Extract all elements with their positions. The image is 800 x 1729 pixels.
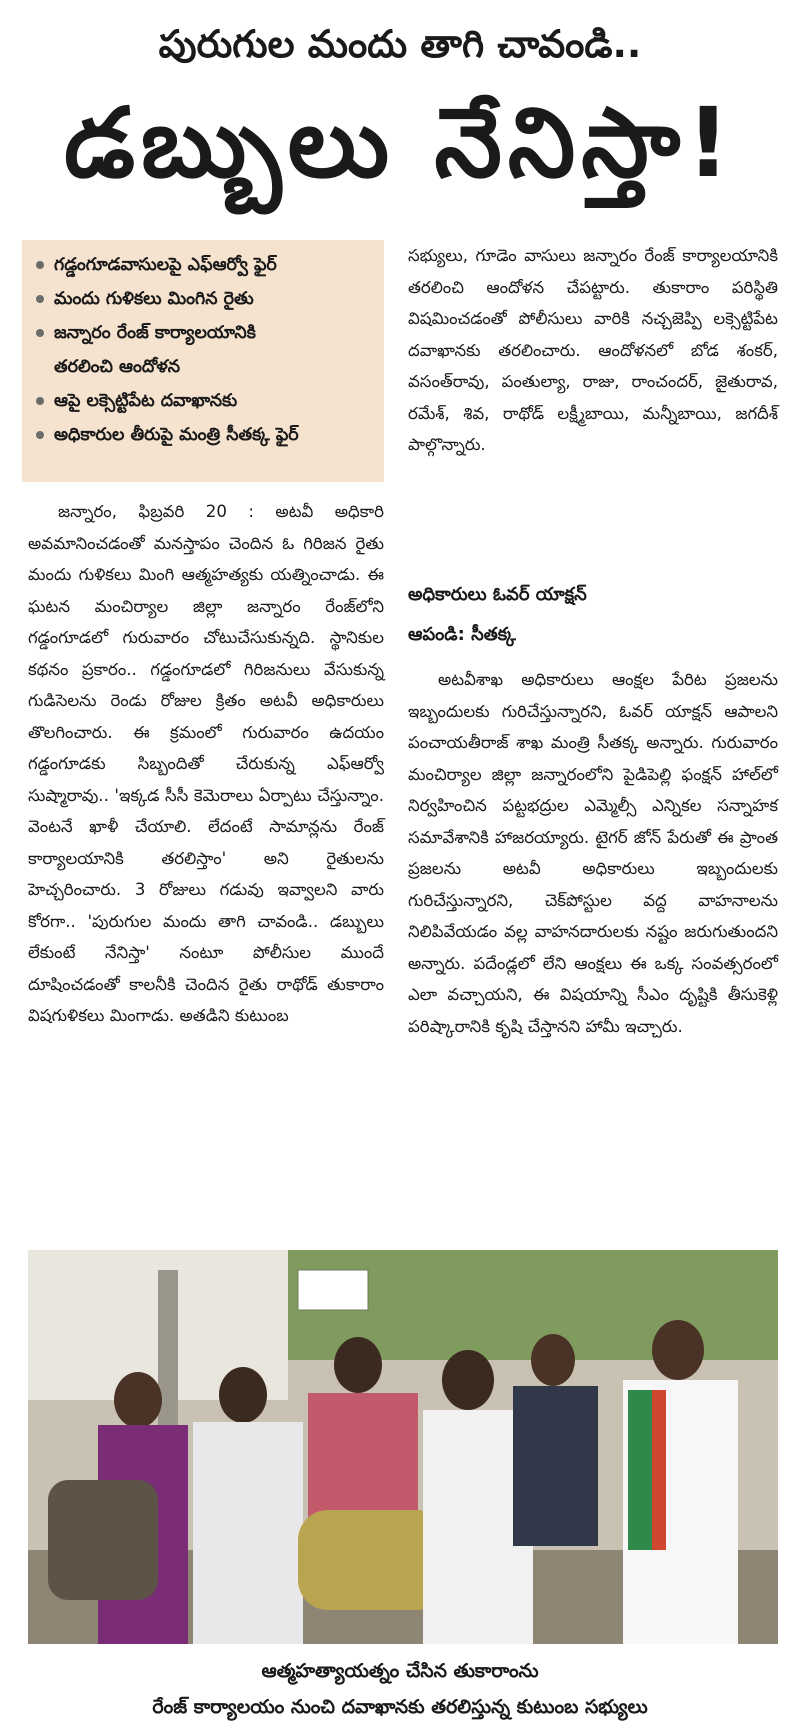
body-column-left: జన్నారం, ఫిబ్రవరి 20 : అటవీ అధికారి అవమానించడంతో మనస్తాపం చెందిన ఓ గిరిజన రైతు మందు గుళికలు మింగి ఆత్మహత్యకు యత్నించాడు. ఈ ఘటన మంచిర్యాల జిల్లా జన్నారం రేంజ్‌లోని గడ్డంగూడలో గురువారం చోటుచేసుకున్నది. స్థానికుల కథనం ప్రకారం.. గడ్డంగూడలో గిరిజనులు వేసుకున్న గుడిసెలను రెండు రోజుల క్రితం అటవీ అధికారులు తొలగించారు. ఈ క్రమంలో గురువారం ఉదయం గడ్డంగూడకు సిబ్బందితో చేరుకున్న ఎఫ్‌ఆర్వో సుష్మారావు.. 'ఇక్కడ సీసీ కెమెరాలు ఏర్పాటు చేస్తున్నాం. వెంటనే ఖాళీ చేయాలి. లేదంటే సామాన్లను రేంజ్ కార్యాలయానికి తరలిస్తాం' అని రైతులను హెచ్చరించారు. 3 రోజులు గడువు ఇవ్వాలని వారు కోరగా.. 'పురుగుల మందు తాగి చావండి.. డబ్బులు లేకుంటే నేనిస్తా' నంటూ పోలీసుల ముందే దూషించడంతో కాలనీకి చెందిన రైతు రాథోడ్ తుకారాం విషగుళికలు మింగాడు. అతడిని కుటుంబ [28,502,384,1025]
highlight-text: అధికారుల తీరుపై మంత్రి సీతక్క ఫైర్ [54,425,299,445]
highlight-item [32,384,374,418]
body-column-right-bottom: అటవీశాఖ అధికారులు ఆంక్షల పేరిట ప్రజలను ఇబ్బందులకు గురిచేస్తున్నారని, ఓవర్ యాక్షన్ ఆపాలని పంచాయతీరాజ్ శాఖ మంత్రి సీతక్క అన్నారు. గురువారం మంచిర్యాల జిల్లా జన్నారంలోని పైడిపెల్లి ఫంక్షన్ హాల్‌లో నిర్వహించిన పట్టభద్రుల ఎమ్మెల్సీ ఎన్నికల సన్నాహక సమావేశానికి హాజరయ్యారు. టైగర్ జోన్ పేరుతో ఈ ప్రాంత ప్రజలను అటవీ అధికారులు ఇబ్బందులకు గురిచేస్తున్నారని, చెక్‌పోస్టుల వద్ద వాహనాలను నిలిపివేయడం వల్ల వాహనదారులకు నష్టం జరుగుతుందని అన్నారు. పదేండ్లలో లేని ఆంక్షలు ఈ ఒక్క సంవత్సరంలో ఎలా వచ్చాయని, ఈ విషయాన్ని సీఎం దృష్టికి తీసుకెళ్లి పరిష్కారానికి కృషి చేస్తానని హామీ ఇచ్చారు. [408,670,778,1036]
highlight-text: ఆపై లక్సెట్టిపేట దవాఖానకు [54,391,238,411]
photo-caption-line-1: ఆత్మహత్యాయత్నం చేసిన తుకారాంను [261,1660,539,1682]
bullet-icon [36,295,44,303]
bullet-icon [36,261,44,269]
bullet-icon [36,397,44,405]
highlight-item-continuation [32,350,374,384]
news-photo [28,1250,778,1644]
highlight-item [32,418,374,452]
highlight-text: జన్నారం రేంజ్ కార్యాలయానికి [54,323,256,343]
subheading-line-2: ఆపండి: సీతక్క [408,624,516,645]
photo-caption-line-2: రేంజ్ కార్యాలయం నుంచి దవాఖానకు తరలిస్తున్న కుటుంబ సభ్యులు [152,1696,648,1718]
article-kicker: పురుగుల మందు తాగి చావండి.. [158,22,642,66]
highlights-list [32,248,374,452]
subheading-line-1: అధికారులు ఓవర్ యాక్షన్ [408,584,587,605]
body-column-right-top: సభ్యులు, గూడెం వాసులు జన్నారం రేంజ్ కార్యాలయానికి తరలించి ఆందోళన చేపట్టారు. తుకారాం పరిస్థితి విషమించడంతో పోలీసులు వారికి నచ్చజెప్పి లక్సెట్టిపేట దవాఖానకు తరలించారు. ఆందోళనలో బోడ శంకర్, వసంత్‌రావు, పంతుల్యా, రాజు, రాంచందర్, జైతురావ, రమేశ్, శివ, రాథోడ్ లక్ష్మీబాయి, మన్నీబాయి, జగదీశ్ పాల్గొన్నారు. [408,246,778,454]
highlight-item [32,316,374,350]
highlight-item [32,282,374,316]
bullet-icon [36,329,44,337]
highlight-text: గడ్డంగూడవాసులపై ఎఫ్‌ఆర్వో ఫైర్ [54,255,277,275]
article-headline: డబ్బులు నేనిస్తా! [63,87,737,199]
highlight-text: మందు గుళికలు మింగిన రైతు [54,289,254,309]
highlights-box [22,240,384,482]
highlight-text: తరలించి ఆందోళన [54,357,181,377]
highlight-item [32,248,374,282]
bullet-icon [36,431,44,439]
news-photo-illustration [28,1250,778,1644]
